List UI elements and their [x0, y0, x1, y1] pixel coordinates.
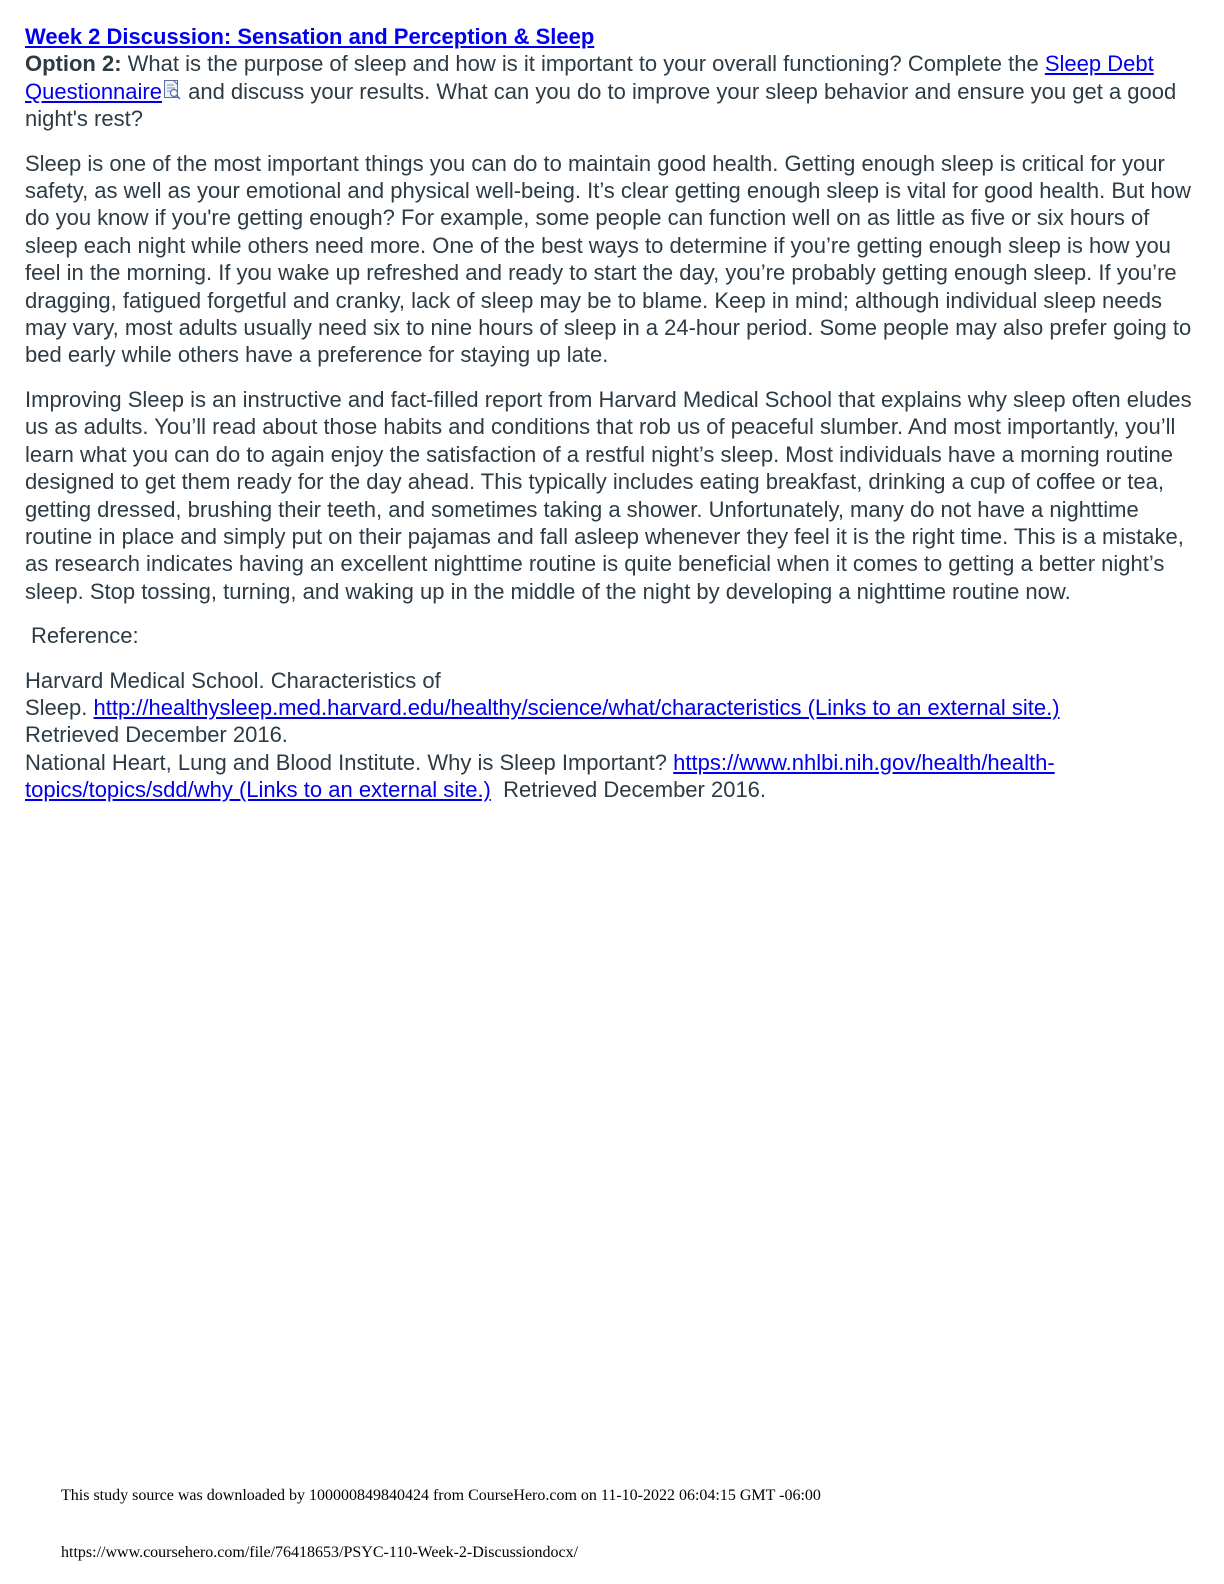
discussion-prompt: [25, 50, 1195, 132]
reference-2-retrieved: Retrieved December 2016.: [490, 777, 767, 803]
prompt-text-before-link: What is the purpose of sleep and how is it important to your overall functioning? Complete the: [121, 51, 1045, 77]
document-icon-svg: [162, 79, 182, 100]
reference-2-link-part-1[interactable]: https://www.nhlbi.nih.gov/health/health-: [673, 749, 1055, 775]
page-title-link[interactable]: Week 2 Discussion: Sensation and Perception & Sleep: [25, 24, 595, 49]
prompt-text-after-link: and discuss your results. What can you do to improve your sleep behavior and ensure you get a good night's rest?: [25, 78, 1177, 132]
document-content: [25, 23, 1195, 804]
reference-list: [25, 667, 1195, 804]
document-icon[interactable]: [162, 79, 182, 100]
body-paragraph-2: Improving Sleep is an instructive and fact-filled report from Harvard Medical School that explains why sleep often eludes us as adults. You’ll read about those habits and conditions that rob us of peaceful slumber. And most importantly, you’ll learn what you can do to again enjoy the satisfaction of a restful night’s sleep. Most individuals have a morning routine designed to get them ready for the day ahead. This typically includes eating breakfast, drinking a cup of coffee or tea, getting dressed, brushing their teeth, and sometimes taking a shower. Unfortunately, many do not have a nighttime routine in place and simply put on their pajamas and fall asleep whenever they feel it is the right time. This is a mistake, as research indicates having an excellent nighttime routine is quite beneficial when it comes to getting a better night’s sleep. Stop tossing, turning, and waking up in the middle of the night by developing a nighttime routine now.: [25, 386, 1192, 604]
source-url: https://www.coursehero.com/file/76418653/PSYC-110-Week-2-Discussiondocx/: [61, 1544, 579, 1561]
reference-1-link[interactable]: http://healthysleep.med.harvard.edu/healthy/science/what/characteristics (Links to an external site.): [93, 694, 1060, 720]
reference-1-line-1: Harvard Medical School. Characteristics of: [25, 667, 441, 693]
reference-2: [25, 749, 1195, 804]
body-paragraph-1: Sleep is one of the most important things you can do to maintain good health. Getting enough sleep is critical for your safety, as well as your emotional and physical well-being. It’s clear getting enough sleep is vital for good health. But how do you know if you're getting enough? For example, some people can function well on as little as five or six hours of sleep each night while others need more. One of the best ways to determine if you’re getting enough sleep is how you feel in the morning. If you wake up refreshed and ready to start the day, you’re probably getting enough sleep. If you’re dragging, fatigued forgetful and cranky, lack of sleep may be to blame. Keep in mind; although individual sleep needs may vary, most adults usually need six to nine hours of sleep in a 24-hour period. Some people may also prefer going to bed early while others have a preference for staying up late.: [25, 150, 1192, 368]
page-title-row: [25, 23, 1195, 50]
sleep-debt-questionnaire-link[interactable]: Sleep Debt Questionnaire: [25, 51, 1154, 104]
reference-2-link-part-2[interactable]: topics/topics/sdd/why (Links to an external site.): [25, 777, 491, 803]
reference-1-retrieved: Retrieved December 2016.: [25, 722, 288, 748]
download-notice: This study source was downloaded by 100000849840424 from CourseHero.com on 11-10-2022 06:04:15 GMT -06:00: [61, 1487, 821, 1504]
reference-heading: Reference:: [31, 623, 139, 649]
option-label: Option 2:: [25, 51, 122, 77]
reference-1-prefix: Sleep.: [25, 694, 94, 720]
reference-1-line-2: [25, 694, 1195, 721]
reference-2-text: National Heart, Lung and Blood Institute. Why is Sleep Important?: [25, 749, 674, 775]
